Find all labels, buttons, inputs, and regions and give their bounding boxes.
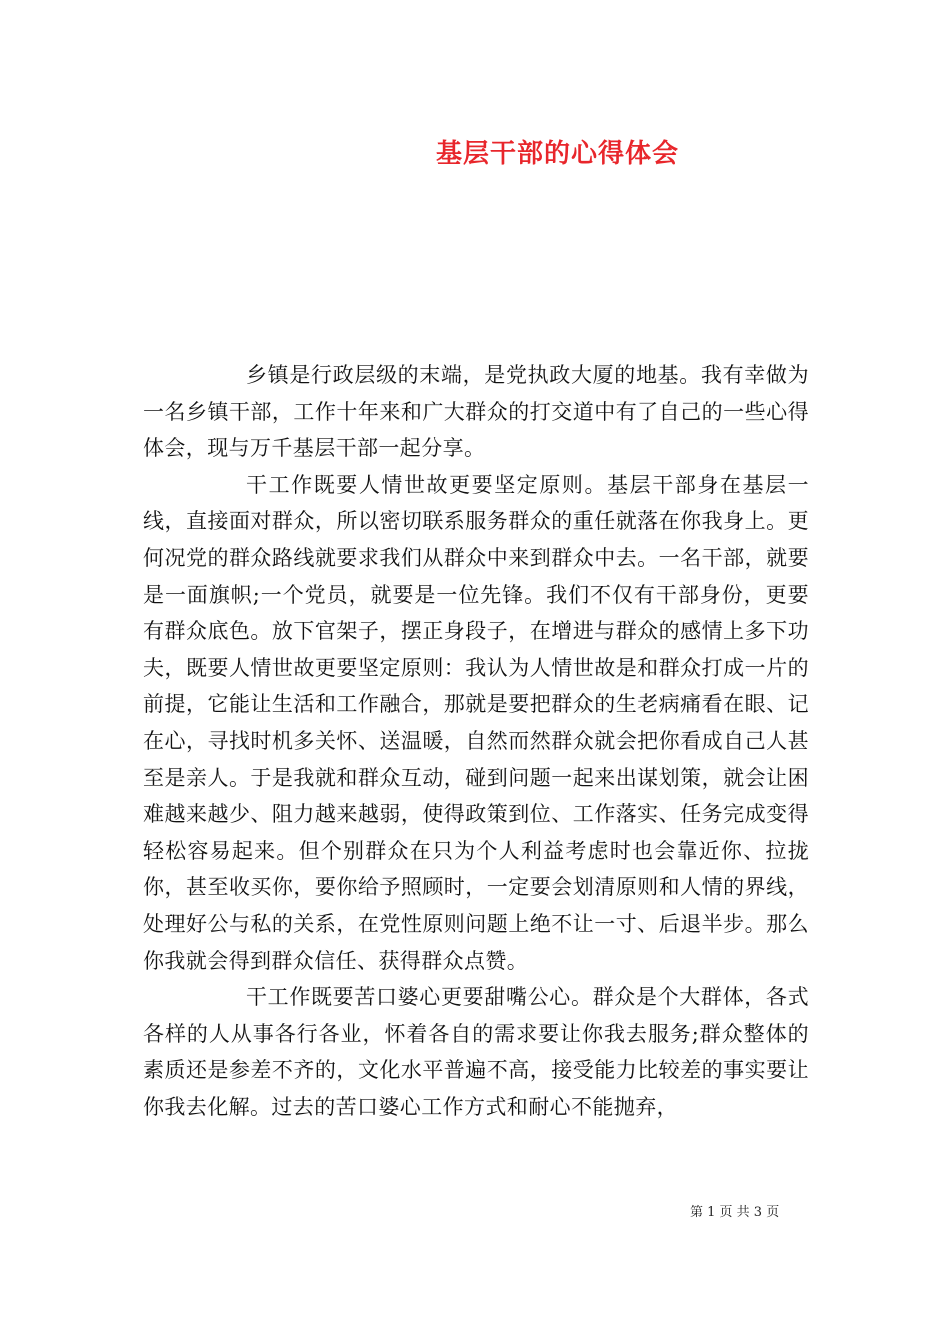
page-footer: 第 1 页 共 3 页	[690, 1205, 780, 1220]
paragraph-2: 干工作既要人情世故更要坚定原则。基层干部身在基层一线，直接面对群众，所以密切联系服务群众的重任就落在你我身上。更何况党的群众路线就要求我们从群众中来到群众中去。一名干部，就要是一面旗帜;一个党员，就要是一位先锋。我们不仅有干部身份，更要有群众底色。放下官架子，摆正身段子，在增进与群众的感情上多下功夫，既要人情世故更要坚定原则：我认为人情世故是和群众打成一片的前提，它能让生活和工作融合，那就是要把群众的生老病痛看在眼、记在心，寻找时机多关怀、送温暖，自然而然群众就会把你看成自己人甚至是亲人。于是我就和群众互动，碰到问题一起来出谋划策，就会让困难越来越少、阻力越来越弱，使得政策到位、工作落实、任务完成变得轻松容易起来。但个别群众在只为个人利益考虑时也会靠近你、拉拢你，甚至收买你，要你给予照顾时，一定要会划清原则和人情的界线，处理好公与私的关系，在党性原则问题上绝不让一寸、后退半步。那么你我就会得到群众信任、获得群众点赞。	[143, 472, 809, 973]
paragraph-1: 乡镇是行政层级的末端，是党执政大厦的地基。我有幸做为一名乡镇干部，工作十年来和广大群众的打交道中有了自己的一些心得体会，现与万千基层干部一起分享。	[143, 363, 809, 461]
paragraph-3: 干工作既要苦口婆心更要甜嘴公心。群众是个大群体，各式各样的人从事各行各业，怀着各自的需求要让你我去服务;群众整体的素质还是参差不齐的，文化水平普遍不高，接受能力比较差的事实要让你我去化解。过去的苦口婆心工作方式和耐心不能抛弃，	[143, 985, 809, 1119]
document-body	[143, 357, 809, 1125]
page-title: 基层干部的心得体会	[435, 139, 679, 169]
